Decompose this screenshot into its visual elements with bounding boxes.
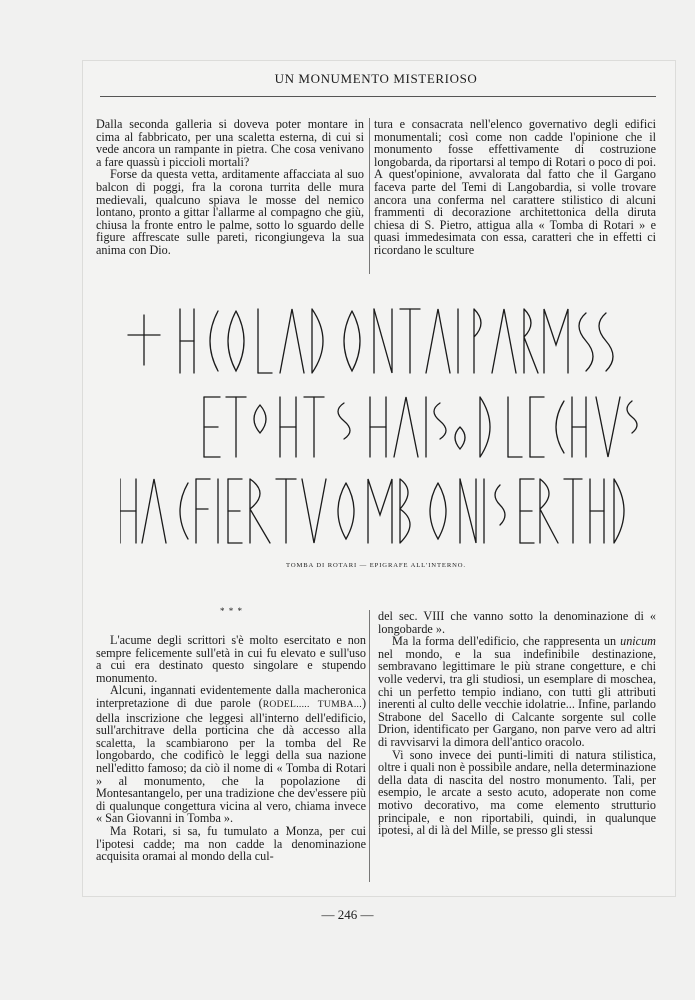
header-rule: [100, 96, 656, 97]
paragraph: Forse da questa vetta, arditamente affacciata al suo balcon di poggi, fra la corona turrita delle mura medievali, qualcuno spiava le mosse del nemico lontano, pronto a gittar l'allarme al compagno che giù, chiusa la fronte entro le palme, sotto lo sguardo delle figure affrescate sulle pareti, ricongiungeva la sua anima con Dio.: [96, 167, 364, 257]
paragraph: Dalla seconda galleria si doveva poter montare in cima al fabbricato, per una scaletta esterna, di cui si vede ancora un rampante in pietra. Che cosa venivano a fare quassù i piccioli mortali?: [96, 117, 364, 169]
column-rule: [369, 610, 370, 882]
inscription-line-1: [128, 309, 613, 373]
inscription-line-2: [204, 397, 637, 457]
paragraph: del sec. VIII che vanno sotto la denominazione di « longobarde ».: [378, 609, 656, 636]
inscription-line-3: [120, 479, 624, 543]
top-right-column: [374, 118, 656, 278]
column-rule: [369, 118, 370, 274]
paragraph: Vi sono invece dei punti-limiti di natura stilistica, oltre i quali non è possibile andare, nella determinazione della data di nascita del nostro monumento. Tali, per esempio, le arcate a sesto acuto, adoperate non come motivo decorativo, ma come elemento strutturio principale, e non riportabili, quindi, in qualunque ipotesi, al di là del Mille, se presso gli stessi: [378, 747, 656, 838]
bottom-right-column: [378, 610, 656, 878]
bottom-left-column: [96, 634, 366, 878]
paragraph: [378, 635, 656, 748]
page-number: — 246 —: [321, 907, 374, 922]
small-caps-word: RODEL.....: [262, 698, 310, 710]
top-left-column: [96, 118, 364, 278]
inscription-figure: [120, 295, 640, 557]
paragraph: Ma Rotari, si sa, fu tumulato a Monza, per cui l'ipotesi cadde; ma non cadde la denominazione acquisita oramai al mondo della cul-: [96, 823, 366, 864]
paragraph: tura e consacrata nell'elenco governativo degli edifici monumentali; così come non cadde l'opinione che il monumento fosse effettivamente di costruzione longobarda, da riportarsi al tempo di Rotari o poco di poi. A quest'opinione, avvalorata dal fatto che il Gargano faceva parte del Temi di Langobardia, si volle trovare ancora una conferma nel carattere stilistico di alcuni frammenti di decorazione architettonica della diruta chiesa di S. Pietro, attigua alla « Tomba di Rotari » e quasi immedesimata con essa, caratteri che in effetti ci ricordano le sculture: [374, 117, 656, 257]
figure-caption: TOMBA DI ROTARI — EPIGRAFE ALL'INTERNO.: [286, 562, 466, 569]
paragraph: L'acume degli scrittori s'è molto esercitato e non sempre felicemente sull'età in cui fu elevato e sull'uso a cui era destinato questo singolare e stupendo monumento.: [96, 633, 366, 685]
paragraph: [96, 684, 366, 825]
section-asterism: * * *: [220, 606, 243, 616]
text-run: [310, 696, 318, 710]
running-head: UN MONUMENTO MISTERIOSO: [274, 71, 478, 86]
text-run: ) della inscrizione che leggesi all'interno dell'edificio, sull'architrave della porticina che dà accesso alla scaletta, la scambiarono per la tomba del Re longobardo, che codificò le leggi della sua nazione nell'editto famoso; da ciò il nome di « Tomba di Rotari » al monumento, che la popolazione di Montesantangelo, per una tradizione che dev'essere più di qualunque congettura vicina al vero, chiama invece « San Giovanni in Tomba ».: [96, 695, 367, 826]
text-run: Alcuni, ingannati evidentemente dalla macheronica interpretazione di due parole (: [96, 683, 366, 710]
small-caps-word: TUMBA...: [317, 698, 362, 710]
italic-word: unicum: [620, 634, 656, 649]
text-run: nel mondo, e la sua indefinibile destinazione, sembravano legittimare le più strane congetture, e chi volle vedervi, tra gli studiosi, un esemplare di moschea, chi un perfetto tempio indiano, con tutti gli attributi inerenti al culto delle vecchie idolatrie... Infine, parlando Strabone del Sacello di Calcante sorgente sul colle Drion, identificato per Gargano, non parve vero ad altri di ravvisarvi la dimora dell'antico oracolo.: [378, 646, 656, 749]
text-run: Ma la forma dell'edificio, che rappresenta un: [392, 634, 621, 649]
